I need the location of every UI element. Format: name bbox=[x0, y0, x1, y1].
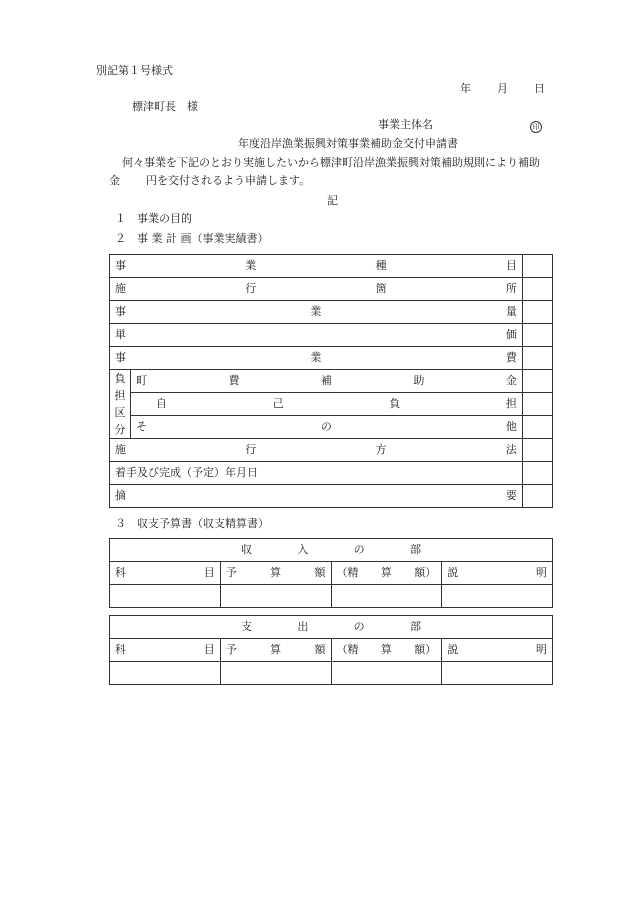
body-text-line2-b: 円を交付されるよう申請します。 bbox=[146, 174, 311, 187]
char: 他 bbox=[505, 420, 517, 433]
label-quantity bbox=[110, 301, 523, 324]
date-day: 日 bbox=[534, 82, 545, 95]
label-project-cost bbox=[110, 347, 523, 370]
char: 負 bbox=[114, 372, 126, 385]
char: 所 bbox=[505, 282, 517, 295]
seal-mark bbox=[530, 119, 542, 133]
char: 量 bbox=[505, 305, 517, 318]
char: 方 bbox=[375, 443, 387, 456]
expense-cell-settled[interactable] bbox=[331, 662, 442, 685]
col-subject bbox=[110, 639, 221, 662]
table-row bbox=[110, 278, 553, 301]
char: 目 bbox=[505, 259, 517, 272]
char: 要 bbox=[505, 489, 517, 502]
char: 町 bbox=[136, 374, 147, 387]
value-location[interactable] bbox=[522, 278, 552, 301]
value-project-cost[interactable] bbox=[522, 347, 552, 370]
char: 入 bbox=[297, 543, 309, 556]
income-cell-budget[interactable] bbox=[220, 585, 331, 608]
addressee: 標津町長 様 bbox=[132, 100, 198, 113]
char: 己 bbox=[272, 397, 284, 410]
col-budget bbox=[220, 562, 331, 585]
char: の bbox=[353, 543, 365, 556]
char: 額 bbox=[314, 643, 326, 656]
char: 科 bbox=[115, 643, 126, 656]
income-cell-description[interactable] bbox=[442, 585, 553, 608]
char: 担 bbox=[114, 389, 126, 402]
income-table bbox=[109, 538, 553, 608]
char: 部 bbox=[409, 620, 421, 633]
char: 予 bbox=[225, 566, 237, 579]
label-town-subsidy bbox=[131, 370, 523, 393]
char: 額 bbox=[314, 566, 326, 579]
char: 単 bbox=[115, 328, 126, 341]
char: 法 bbox=[505, 443, 517, 456]
char: 助 bbox=[413, 374, 425, 387]
char: 箇 bbox=[375, 282, 387, 295]
char: 金 bbox=[505, 374, 517, 387]
label-dates: 着手及び完成（予定）年月日 bbox=[110, 462, 523, 485]
label-burden-category bbox=[110, 370, 131, 439]
table-row bbox=[110, 255, 553, 278]
char: 事 bbox=[115, 351, 126, 364]
income-cell-settled[interactable] bbox=[331, 585, 442, 608]
char: 額） bbox=[414, 566, 437, 579]
table-row bbox=[110, 616, 553, 639]
char: の bbox=[353, 620, 365, 633]
value-other[interactable] bbox=[522, 416, 552, 439]
col-budget bbox=[220, 639, 331, 662]
char: 目 bbox=[203, 643, 215, 656]
table-row bbox=[110, 439, 553, 462]
body-text-line1: 何々事業を下記のとおり実施したいから標津町沿岸漁業振興対策補助規則により補助 bbox=[122, 156, 540, 169]
char: 科 bbox=[115, 566, 126, 579]
char: 業 bbox=[310, 305, 322, 318]
char: 説 bbox=[447, 566, 459, 579]
expense-cell-budget[interactable] bbox=[220, 662, 331, 685]
value-quantity[interactable] bbox=[522, 301, 552, 324]
char: 業 bbox=[310, 351, 322, 364]
char: 事 bbox=[115, 305, 126, 318]
applicant-label: 事業主体名 bbox=[378, 118, 433, 131]
table-row bbox=[110, 562, 553, 585]
char: 算 bbox=[380, 643, 392, 656]
table-row bbox=[110, 485, 553, 508]
date-year: 年 bbox=[460, 82, 471, 95]
char: 費 bbox=[228, 374, 240, 387]
value-remarks[interactable] bbox=[522, 485, 552, 508]
table-row bbox=[110, 539, 553, 562]
char: 算 bbox=[380, 566, 392, 579]
char: 算 bbox=[270, 566, 282, 579]
char: 明 bbox=[536, 643, 547, 656]
label-method bbox=[110, 439, 523, 462]
table-row bbox=[110, 347, 553, 370]
char: 行 bbox=[245, 443, 257, 456]
char: 額） bbox=[414, 643, 437, 656]
char: 費 bbox=[505, 351, 517, 364]
char: 目 bbox=[203, 566, 215, 579]
expense-cell-description[interactable] bbox=[442, 662, 553, 685]
col-description bbox=[442, 562, 553, 585]
char: 説 bbox=[447, 643, 459, 656]
char: 摘 bbox=[115, 489, 126, 502]
char: 収 bbox=[241, 543, 252, 556]
value-project-type[interactable] bbox=[522, 255, 552, 278]
table-row bbox=[110, 370, 553, 393]
table-row bbox=[110, 639, 553, 662]
section-1-heading: １ 事業の目的 bbox=[115, 212, 192, 225]
col-subject bbox=[110, 562, 221, 585]
char: 事 bbox=[115, 259, 126, 272]
expense-cell-subject[interactable] bbox=[110, 662, 221, 685]
body-text-line2-a: 金 bbox=[109, 174, 120, 187]
char: 補 bbox=[320, 374, 332, 387]
seal-icon: 印 bbox=[530, 121, 542, 133]
table-row bbox=[110, 662, 553, 685]
ki-heading: 記 bbox=[327, 194, 338, 207]
col-description bbox=[442, 639, 553, 662]
char: 施 bbox=[115, 443, 126, 456]
expense-table bbox=[109, 615, 553, 685]
char: 部 bbox=[409, 543, 421, 556]
table-row bbox=[110, 416, 553, 439]
table-row bbox=[110, 462, 553, 485]
char: 算 bbox=[270, 643, 282, 656]
label-remarks bbox=[110, 485, 523, 508]
table-row bbox=[110, 324, 553, 347]
label-self-burden bbox=[131, 393, 523, 416]
char: 種 bbox=[375, 259, 387, 272]
document-title: 年度沿岸漁業振興対策事業補助金交付申請書 bbox=[238, 137, 458, 150]
project-plan-table bbox=[109, 254, 553, 508]
table-row bbox=[110, 585, 553, 608]
date-line bbox=[460, 82, 545, 96]
value-town-subsidy[interactable] bbox=[522, 370, 552, 393]
char: 予 bbox=[225, 643, 237, 656]
form-label: 別記第１号様式 bbox=[96, 64, 173, 77]
char: （精 bbox=[336, 566, 359, 579]
char: 自 bbox=[156, 397, 167, 410]
char: 価 bbox=[505, 328, 517, 341]
applicant-line bbox=[378, 118, 433, 132]
value-self-burden[interactable] bbox=[522, 393, 552, 416]
table-row bbox=[110, 301, 553, 324]
income-cell-subject[interactable] bbox=[110, 585, 221, 608]
expense-header bbox=[110, 616, 553, 639]
section-2-heading: ２ 事 業 計 画（事業実績書） bbox=[115, 232, 269, 245]
char: 明 bbox=[536, 566, 547, 579]
char: 担 bbox=[505, 397, 517, 410]
label-other bbox=[131, 416, 523, 439]
char: 区 bbox=[114, 406, 126, 419]
income-header bbox=[110, 539, 553, 562]
char: （精 bbox=[336, 643, 359, 656]
char: 業 bbox=[245, 259, 257, 272]
char: 支 bbox=[241, 620, 252, 633]
char: そ bbox=[136, 420, 147, 433]
date-month: 月 bbox=[497, 82, 508, 95]
char: 負 bbox=[389, 397, 401, 410]
table-row bbox=[110, 393, 553, 416]
body-text-line2 bbox=[109, 174, 310, 188]
value-unit-price[interactable] bbox=[522, 324, 552, 347]
label-location bbox=[110, 278, 523, 301]
char: 施 bbox=[115, 282, 126, 295]
value-method[interactable] bbox=[522, 439, 552, 462]
char: 出 bbox=[297, 620, 309, 633]
char: 行 bbox=[245, 282, 257, 295]
char: 分 bbox=[114, 423, 126, 436]
col-settled bbox=[331, 562, 442, 585]
section-3-heading: ３ 収支予算書（収支精算書） bbox=[115, 517, 269, 530]
label-unit-price bbox=[110, 324, 523, 347]
col-settled bbox=[331, 639, 442, 662]
label-project-type bbox=[110, 255, 523, 278]
value-dates[interactable] bbox=[522, 462, 552, 485]
char: の bbox=[320, 420, 332, 433]
